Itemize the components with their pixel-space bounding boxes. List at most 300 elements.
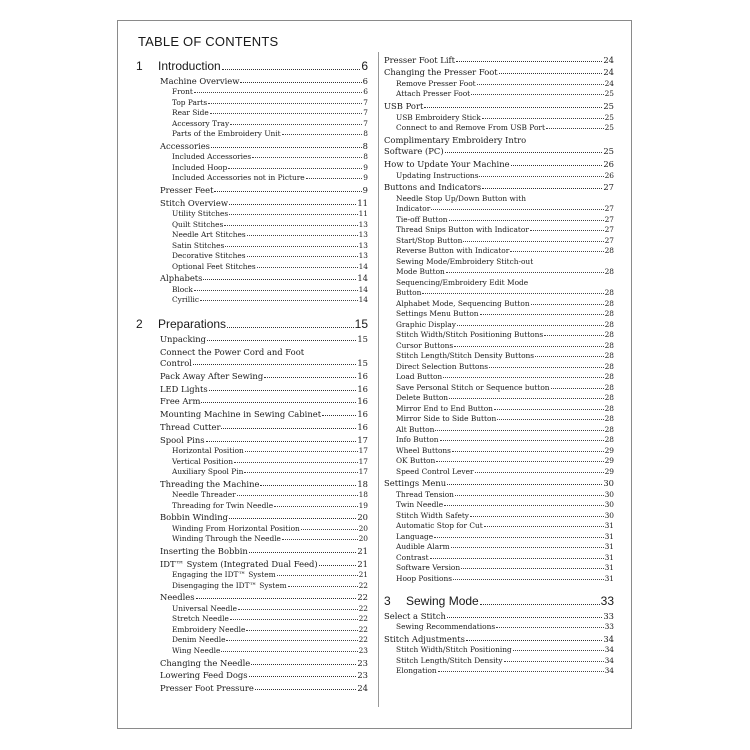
toc-subsection xyxy=(384,245,614,256)
toc-entry-title: Connect to and Remove From USB Port xyxy=(396,123,545,133)
toc-entry-title: Introduction xyxy=(158,59,221,73)
dot-leader xyxy=(221,651,357,652)
toc-subsection xyxy=(136,239,368,250)
dot-leader xyxy=(438,671,604,672)
toc-page-number: 28 xyxy=(604,414,614,424)
toc-entry-title: Stitch Width/Stitch Positioning Buttons xyxy=(396,330,544,340)
toc-entry-title: Thread Cutter xyxy=(160,421,221,432)
dot-leader xyxy=(207,340,356,341)
toc-page-number: 24 xyxy=(603,54,614,65)
toc-subsection xyxy=(384,572,614,583)
toc-entry-title: Cursor Buttons xyxy=(396,340,454,350)
toc-subsection xyxy=(384,276,614,287)
dot-leader xyxy=(480,314,604,315)
toc-entry-title: Attach Presser Foot xyxy=(396,89,471,99)
toc-section xyxy=(384,477,614,489)
dot-leader xyxy=(211,147,362,148)
toc-subsection xyxy=(384,224,614,235)
toc-entry-title: Included Accessories xyxy=(172,152,252,162)
toc-subsection xyxy=(136,161,368,172)
toc-page-number: 27 xyxy=(604,235,614,245)
toc-entry-title: Satin Stitches xyxy=(172,240,225,250)
dot-leader xyxy=(531,304,604,305)
dot-leader xyxy=(194,290,358,291)
dot-leader xyxy=(260,485,356,486)
dot-leader xyxy=(319,565,357,566)
toc-entry-title: USB Embroidery Stick xyxy=(396,112,481,122)
dot-leader xyxy=(449,398,604,399)
toc-page-number: 28 xyxy=(604,330,614,340)
dot-leader xyxy=(451,547,604,548)
toc-entry-title: Free Arm xyxy=(160,396,201,407)
toc-page-number: 34 xyxy=(603,633,614,644)
dot-leader xyxy=(201,402,356,403)
toc-subsection xyxy=(136,644,368,655)
toc-entry-title: Accessories xyxy=(160,140,210,151)
dot-leader xyxy=(535,356,604,357)
toc-subsection xyxy=(384,434,614,445)
toc-entry-title: Remove Presser Foot xyxy=(396,78,476,88)
toc-entry-title: Bobbin Winding xyxy=(160,512,228,523)
dot-leader xyxy=(449,220,604,221)
toc-entry-title: Presser Foot Pressure xyxy=(160,683,254,694)
dot-leader xyxy=(193,364,356,365)
toc-page-number: 28 xyxy=(604,403,614,413)
toc-subsection xyxy=(136,250,368,261)
toc-page-number: 13 xyxy=(358,240,368,250)
toc-left-column xyxy=(136,52,368,693)
toc-page-number: 11 xyxy=(357,197,368,208)
toc-subsection xyxy=(136,569,368,580)
toc-page-number: 6 xyxy=(363,87,368,97)
toc-subsection xyxy=(136,151,368,162)
dot-leader xyxy=(306,178,363,179)
toc-page-number: 28 xyxy=(604,288,614,298)
toc-chapter xyxy=(384,591,614,608)
toc-entry-title: Unpacking xyxy=(160,334,207,345)
toc-subsection xyxy=(384,234,614,245)
toc-entry-title: Threading for Twin Needle xyxy=(172,500,274,510)
toc-subsection xyxy=(136,260,368,271)
toc-subsection xyxy=(136,623,368,634)
toc-subsection xyxy=(136,208,368,219)
toc-page-number: 25 xyxy=(604,123,614,133)
toc-page-number: 14 xyxy=(358,261,368,271)
dot-leader xyxy=(482,118,604,119)
toc-entry-title: Thread Tension xyxy=(396,489,454,499)
toc-entry-title: Complimentary Embroidery Intro xyxy=(384,134,527,145)
dot-leader xyxy=(274,506,357,507)
toc-entry-title: Speed Control Lever xyxy=(396,466,474,476)
toc-entry-title: LED Lights xyxy=(160,383,208,394)
dot-leader xyxy=(238,609,358,610)
toc-page-number: 28 xyxy=(604,382,614,392)
toc-page-number: 25 xyxy=(604,89,614,99)
dot-leader xyxy=(511,165,603,166)
toc-section xyxy=(136,345,368,357)
toc-entry-title: Pack Away After Sewing xyxy=(160,371,264,382)
toc-page-number: 13 xyxy=(358,251,368,261)
dot-leader xyxy=(209,390,357,391)
toc-subsection xyxy=(384,509,614,520)
dot-leader xyxy=(461,568,603,569)
dot-leader xyxy=(246,630,357,631)
toc-right-column xyxy=(384,52,614,675)
toc-subsection xyxy=(384,339,614,350)
toc-subsection xyxy=(384,287,614,298)
toc-entry-title: Winding Through the Needle xyxy=(172,534,281,544)
toc-page-number: 24 xyxy=(357,683,368,694)
toc-entry-title: USB Port xyxy=(384,101,424,112)
toc-entry-title: Needles xyxy=(160,592,195,603)
toc-chapter xyxy=(136,56,368,73)
toc-subsection xyxy=(136,294,368,305)
toc-entry-title: Language xyxy=(396,531,434,541)
toc-page-number: 34 xyxy=(604,655,614,665)
toc-page-number: 27 xyxy=(604,225,614,235)
dot-leader xyxy=(288,586,358,587)
dot-leader xyxy=(257,267,358,268)
dot-leader xyxy=(497,419,603,420)
dot-leader xyxy=(251,664,356,665)
toc-page-number: 28 xyxy=(604,351,614,361)
toc-entry-title: Winding From Horizontal Position xyxy=(172,523,300,533)
toc-entry-title: Buttons and Indicators xyxy=(384,182,482,193)
toc-entry-title: Sequencing/Embroidery Edit Mode xyxy=(396,277,529,287)
toc-subsection xyxy=(384,329,614,340)
toc-entry-title: Graphic Display xyxy=(396,319,456,329)
toc-section xyxy=(384,99,614,111)
toc-entry-title: OK Button xyxy=(396,456,436,466)
dot-leader xyxy=(230,619,358,620)
toc-entry-title: Horizontal Position xyxy=(172,446,244,456)
dot-leader xyxy=(229,214,357,215)
toc-entry-title: How to Update Your Machine xyxy=(384,159,510,170)
toc-page-number: 29 xyxy=(604,466,614,476)
toc-page-number: 6 xyxy=(361,59,368,73)
dot-leader xyxy=(249,676,357,677)
dot-leader xyxy=(551,388,604,389)
toc-page-number: 22 xyxy=(358,603,368,613)
toc-page-number: 8 xyxy=(363,152,368,162)
dot-leader xyxy=(447,617,602,618)
toc-entry-title: Settings Menu Button xyxy=(396,309,479,319)
toc-section xyxy=(136,272,368,284)
toc-page-number: 9 xyxy=(362,185,368,196)
toc-entry-title: Auxiliary Spool Pin xyxy=(172,467,244,477)
dot-leader xyxy=(424,107,602,108)
toc-entry-title: Mounting Machine in Sewing Cabinet xyxy=(160,409,322,420)
toc-subsection xyxy=(384,266,614,277)
toc-page-number: 24 xyxy=(603,67,614,78)
toc-entry-title: Optional Feet Stitches xyxy=(172,261,256,271)
toc-page-number: 13 xyxy=(358,230,368,240)
toc-entry-title: Changing the Presser Foot xyxy=(384,67,498,78)
dot-leader xyxy=(454,346,603,347)
toc-subsection xyxy=(384,88,614,99)
dot-leader xyxy=(434,537,604,538)
toc-page-number: 22 xyxy=(358,614,368,624)
toc-entry-title: Cyrillic xyxy=(172,295,199,305)
dot-leader xyxy=(504,661,604,662)
toc-subsection xyxy=(384,77,614,88)
toc-entry-title: Software (PC) xyxy=(384,146,444,157)
toc-entry-title: Indicator xyxy=(396,204,431,214)
toc-page-number: 13 xyxy=(358,219,368,229)
toc-entry-title: Stitch Width/Stitch Positioning xyxy=(396,645,512,655)
toc-page-number: 11 xyxy=(358,209,368,219)
dot-leader xyxy=(444,505,603,506)
dot-leader xyxy=(282,134,363,135)
toc-page-number: 8 xyxy=(363,129,368,139)
toc-page-number: 22 xyxy=(358,580,368,590)
toc-section xyxy=(136,669,368,681)
toc-entry-title: Connect the Power Cord and Foot xyxy=(160,346,305,357)
toc-chapter xyxy=(136,314,368,331)
toc-entry-title: Changing the Needle xyxy=(160,657,251,668)
toc-entry-title: Stitch Length/Stitch Density xyxy=(396,655,503,665)
toc-entry-title: Denim Needle xyxy=(172,635,226,645)
toc-page-number: 28 xyxy=(604,424,614,434)
toc-page-number: 22 xyxy=(358,624,368,634)
toc-subsection xyxy=(136,445,368,456)
toc-page-number: 6 xyxy=(362,75,368,86)
toc-page-number: 7 xyxy=(363,118,368,128)
toc-entry-title: Stretch Needle xyxy=(172,614,229,624)
toc-page-number: 15 xyxy=(354,317,368,332)
toc-page-number: 33 xyxy=(604,622,614,632)
toc-entry-title: Delete Button xyxy=(396,393,449,403)
toc-entry-title: Mode Button xyxy=(396,267,445,277)
toc-entry-title: Audible Alarm xyxy=(396,542,450,552)
toc-page-number: 16 xyxy=(357,409,368,420)
toc-page-number: 17 xyxy=(358,446,368,456)
toc-subsection xyxy=(384,392,614,403)
toc-page-number: 9 xyxy=(363,173,368,183)
dot-leader xyxy=(237,495,358,496)
dot-leader xyxy=(463,241,603,242)
toc-page-number: 28 xyxy=(604,361,614,371)
toc-entry-title: Stitch Overview xyxy=(160,197,228,208)
toc-subsection xyxy=(384,530,614,541)
toc-section xyxy=(384,66,614,78)
toc-entry-title: Tie-off Button xyxy=(396,214,448,224)
toc-subsection xyxy=(384,644,614,655)
toc-subsection xyxy=(136,466,368,477)
toc-page-number: 16 xyxy=(357,396,368,407)
toc-entry-title: Thread Snips Button with Indicator xyxy=(396,225,529,235)
toc-entry-title: Hoop Positions xyxy=(396,573,453,583)
dot-leader xyxy=(455,495,604,496)
toc-section xyxy=(136,557,368,569)
toc-subsection xyxy=(136,86,368,97)
toc-subsection xyxy=(384,499,614,510)
dot-leader xyxy=(240,82,361,83)
toc-entry-title: Engaging the IDT™ System xyxy=(172,570,276,580)
dot-leader xyxy=(436,461,603,462)
toc-page-number: 14 xyxy=(357,273,368,284)
toc-entry-title: Button xyxy=(396,288,422,298)
toc-entry-title: Contrast xyxy=(396,552,429,562)
toc-subsection xyxy=(136,117,368,128)
toc-subsection xyxy=(136,602,368,613)
toc-section xyxy=(136,196,368,208)
toc-subsection xyxy=(384,308,614,319)
dot-leader xyxy=(277,575,358,576)
dot-leader xyxy=(480,604,600,605)
dot-leader xyxy=(457,325,604,326)
dot-leader xyxy=(210,113,363,114)
dot-leader xyxy=(282,539,358,540)
toc-entry-title: Utility Stitches xyxy=(172,209,229,219)
dot-leader xyxy=(479,176,603,177)
toc-page-number: 18 xyxy=(357,478,368,489)
toc-section xyxy=(136,477,368,489)
dot-leader xyxy=(322,415,356,416)
dot-leader xyxy=(208,103,362,104)
toc-section xyxy=(136,681,368,693)
toc-subsection xyxy=(384,520,614,531)
toc-section xyxy=(136,395,368,407)
toc-entry-title: Twin Needle xyxy=(396,500,444,510)
toc-section xyxy=(384,609,614,621)
dot-leader xyxy=(221,428,356,429)
dot-leader xyxy=(499,73,603,74)
toc-entry-title: Threading the Machine xyxy=(160,478,260,489)
toc-entry-title: Vertical Position xyxy=(172,456,233,466)
dot-leader xyxy=(229,204,356,205)
toc-section xyxy=(384,157,614,169)
column-divider xyxy=(378,52,379,707)
toc-section xyxy=(136,545,368,557)
toc-page-number: 31 xyxy=(604,563,614,573)
toc-page-number: 28 xyxy=(604,267,614,277)
dot-leader xyxy=(264,377,356,378)
toc-subsection xyxy=(384,621,614,632)
toc-page-number: 28 xyxy=(604,309,614,319)
toc-page-number: 17 xyxy=(357,434,368,445)
toc-page-number: 31 xyxy=(604,521,614,531)
toc-subsection xyxy=(136,283,368,294)
toc-subsection xyxy=(136,455,368,466)
toc-entry-title: Inserting the Bobbin xyxy=(160,546,248,557)
toc-page-number: 27 xyxy=(604,214,614,224)
toc-subsection xyxy=(136,128,368,139)
toc-subsection xyxy=(384,381,614,392)
dot-leader xyxy=(446,272,604,273)
toc-section xyxy=(136,591,368,603)
dot-leader xyxy=(482,188,602,189)
chapter-number: 3 xyxy=(384,593,391,608)
toc-subsection xyxy=(384,360,614,371)
toc-page-number: 25 xyxy=(603,146,614,157)
toc-page-number: 27 xyxy=(604,204,614,214)
toc-page-number: 28 xyxy=(604,298,614,308)
toc-subsection xyxy=(384,111,614,122)
toc-page-number: 23 xyxy=(358,645,368,655)
toc-entry-title: Reverse Button with Indicator xyxy=(396,246,510,256)
dot-leader xyxy=(471,94,603,95)
toc-subsection xyxy=(136,499,368,510)
toc-section xyxy=(136,357,368,369)
toc-entry-title: Block xyxy=(172,284,193,294)
toc-page-number: 26 xyxy=(604,170,614,180)
toc-entry-title: IDT™ System (Integrated Dual Feed) xyxy=(160,558,318,569)
toc-subsection xyxy=(384,203,614,214)
toc-subsection xyxy=(136,229,368,240)
dot-leader xyxy=(544,335,603,336)
toc-subsection xyxy=(384,413,614,424)
toc-entry-title: Wheel Buttons xyxy=(396,445,451,455)
toc-section xyxy=(384,145,614,157)
toc-page-number: 28 xyxy=(604,340,614,350)
toc-entry-title: Stitch Width Safety xyxy=(396,510,469,520)
toc-subsection xyxy=(384,213,614,224)
dot-leader xyxy=(225,246,357,247)
toc-subsection xyxy=(384,402,614,413)
dot-leader xyxy=(484,526,604,527)
dot-leader xyxy=(196,598,357,599)
toc-page-number: 28 xyxy=(604,393,614,403)
toc-entry-title: Presser Feet xyxy=(160,185,214,196)
toc-entry-title: Rear Side xyxy=(172,108,209,118)
toc-subsection xyxy=(136,107,368,118)
toc-entry-title: Wing Needle xyxy=(172,645,221,655)
toc-entry-title: Top Parts xyxy=(172,97,208,107)
toc-entry-title: Alphabets xyxy=(160,273,203,284)
toc-subsection xyxy=(384,551,614,562)
dot-leader xyxy=(456,61,602,62)
toc-section xyxy=(136,370,368,382)
toc-page-number: 22 xyxy=(357,592,368,603)
toc-subsection xyxy=(384,318,614,329)
toc-subsection xyxy=(384,562,614,573)
dot-leader xyxy=(203,279,356,280)
toc-subsection xyxy=(384,665,614,676)
dot-leader xyxy=(194,92,362,93)
toc-page-number: 33 xyxy=(603,610,614,621)
toc-page-number: 24 xyxy=(604,78,614,88)
toc-page-number: 21 xyxy=(357,546,368,557)
toc-section xyxy=(136,139,368,151)
dot-leader xyxy=(249,552,357,553)
toc-subsection xyxy=(136,489,368,500)
toc-page-number: 8 xyxy=(362,140,368,151)
toc-page-number: 28 xyxy=(604,372,614,382)
toc-entry-title: Software Version xyxy=(396,563,461,573)
toc-entry-title: Accessory Tray xyxy=(172,118,230,128)
toc-subsection xyxy=(136,218,368,229)
toc-entry-title: Included Hoop xyxy=(172,162,228,172)
toc-page-number: 14 xyxy=(358,295,368,305)
toc-page-number: 21 xyxy=(358,570,368,580)
toc-entry-title: Start/Stop Button xyxy=(396,235,463,245)
toc-entry-title: Save Personal Stitch or Sequence button xyxy=(396,382,550,392)
toc-subsection xyxy=(384,169,614,180)
toc-entry-title: Elongation xyxy=(396,666,437,676)
toc-page-number: 19 xyxy=(358,500,368,510)
toc-subsection xyxy=(384,465,614,476)
dot-leader xyxy=(229,518,356,519)
toc-subsection xyxy=(384,455,614,466)
toc-page-number: 25 xyxy=(603,101,614,112)
toc-page-number: 7 xyxy=(363,108,368,118)
toc-subsection xyxy=(384,122,614,133)
dot-leader xyxy=(546,128,604,129)
dot-leader xyxy=(470,516,604,517)
toc-page-number: 26 xyxy=(603,159,614,170)
toc-page-number: 34 xyxy=(604,645,614,655)
